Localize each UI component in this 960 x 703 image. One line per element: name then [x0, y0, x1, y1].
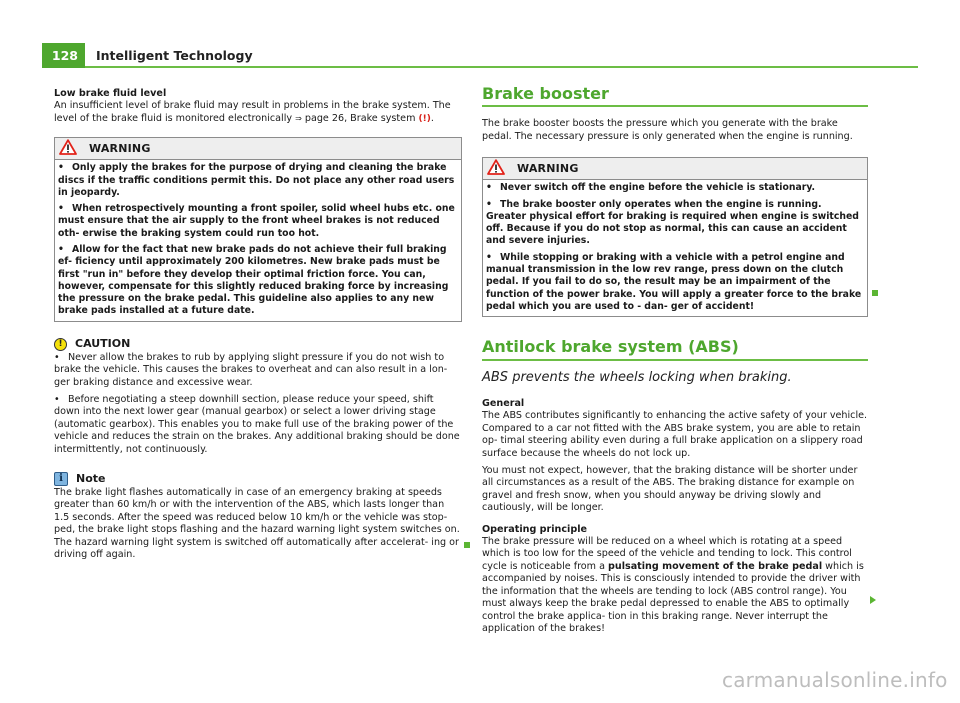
caution-header — [54, 338, 462, 351]
operating-heading: Operating principle — [482, 523, 588, 535]
page-number: 128 — [42, 43, 85, 68]
note-header — [54, 472, 462, 486]
low-fluid-text: An insufficient level of brake fluid may result in problems in the brake system. The level of the brake fluid is monitored electronically ⇒ page 26, Brake system (!). — [54, 100, 451, 124]
operating-paragraph: The brake pressure will be reduced on a wheel which is rotating at a speed which is too low for the speed of the vehicle and tending to lock. This control cycle is noticeable from a pulsating movement of the brake pedal which is accompanied by noises. This is consciously intended to provide the driver with the information that the wheels are tending to lock (ABS control range). You must always keep the brake pedal depressed to enable the ABS to optimally control the brake applica- tion in this braking range. Never interrupt the application of the brakes! — [482, 536, 864, 634]
page-ref-link[interactable]: page 26, Brake system — [301, 112, 419, 124]
info-icon: i — [54, 472, 68, 486]
note-label: Note — [76, 471, 106, 485]
watermark: carmanualsonline.info — [722, 668, 948, 692]
caution-item: • Before negotiating a steep downhill section, please reduce your speed, shift down into the next lower gear (manual gearbox) or select a lower driving stage (automatic gearbox). This enables you to make full use of the braking power of the vehicle and reduces the strain on the brakes. Any additional braking should be done intermittently, not continuously. — [54, 394, 462, 456]
brake-booster-title: Brake booster — [482, 88, 868, 107]
warning-item: • Never switch off the engine before the vehicle is stationary. — [486, 182, 864, 194]
booster-warning-box — [482, 157, 868, 317]
emphasis-text: pulsating movement of the brake pedal — [608, 560, 823, 572]
caution-item: • Never allow the brakes to rub by applying slight pressure if you do not wish to brake the vehicle. This causes the brakes to overheat and can also result in a lon- ger braking distance and excessive wear. — [54, 352, 462, 389]
warning-item: • While stopping or braking with a vehicle with a petrol engine and manual transmission in the low rev range, press down on the clutch pedal. If you fail to do so, the result may be an impairment of the function of the power brake. You will apply a greater force to the brake pedal which you are used to - dan- ger of accident! — [486, 252, 864, 313]
warning-body — [483, 180, 867, 316]
general-paragraph-1: The ABS contributes significantly to enhancing the active safety of your vehicle. Compared to a car not fitted with the ABS brake system, you are able to retain op- timal steering ability even during a full brake application on a slippery road surface because the wheels do not lock up. — [482, 410, 868, 459]
warning-label: WARNING — [517, 161, 579, 175]
abs-title: Antilock brake system (ABS) — [482, 341, 868, 360]
warning-header — [55, 138, 461, 160]
warning-item: • Allow for the fact that new brake pads do not achieve their full braking ef- ficiency until approximately 200 kilometres. New brake pads must be first "run in" before they develop their optimal friction force. You can, however, compensate for this slightly reduced braking force by increasing the pressure on the brake pedal. This guideline also applies to any new brake pads installed at a future date. — [58, 244, 458, 318]
warning-item: • The brake booster only operates when the engine is running. Greater physical effort for braking is required when engine is switched off. Because if you do not stop as normal, this can cause an accident and severe injuries. — [486, 199, 864, 248]
warning-box — [54, 137, 462, 322]
brake-booster-text: The brake booster boosts the pressure which you generate with the brake pedal. The necessary pressure is only generated when the engine is running. — [482, 118, 853, 142]
warning-header — [483, 158, 867, 180]
low-fluid-heading: Low brake fluid level — [54, 88, 167, 99]
end-of-section-icon — [872, 290, 878, 296]
warning-item: • Only apply the brakes for the purpose of drying and cleaning the brake discs if the traffic conditions permit this. Do not place any other road users in jeopardy. — [58, 162, 458, 199]
note-text: The brake light flashes automatically in case of an emergency braking at speeds greater than 60 km/h or with the intervention of the ABS, which lasts longer than 1.5 seconds. After the speed was reduced below 10 km/h or the vehicle was stop- ped, the brake light stops flashing and the hazard warning light system switches on. The hazard warning light system is switched off automatically after accelerat- ing or driving off again. — [54, 487, 460, 561]
warning-triangle-icon — [487, 159, 505, 179]
continued-arrow-icon — [870, 596, 876, 604]
page-header — [42, 43, 918, 68]
end-of-section-icon — [464, 542, 470, 548]
ref-arrow-icon: ⇒ — [295, 113, 302, 123]
general-paragraph-2: You must not expect, however, that the braking distance will be shorter under all circumstances as a result of the ABS. The braking distance for example on gravel and fresh snow, when you should anyway be driving slowly and cautiously, will be longer. — [482, 465, 858, 514]
caution-exclamation-icon: ! — [54, 338, 67, 351]
abs-subtitle: ABS prevents the wheels locking when braking. — [482, 369, 792, 385]
warning-body — [55, 160, 461, 321]
left-column — [54, 88, 462, 566]
right-column — [482, 84, 868, 640]
warning-triangle-icon — [59, 139, 77, 159]
chapter-title: Intelligent Technology — [96, 48, 253, 63]
brake-warning-light-icon: (!) — [418, 113, 431, 124]
caution-label: CAUTION — [75, 337, 131, 351]
warning-label: WARNING — [89, 141, 151, 155]
general-heading: General — [482, 398, 525, 409]
warning-item: • When retrospectively mounting a front spoiler, solid wheel hubs etc. one must ensure that the air supply to the front wheel brakes is not reduced oth- erwise the braking system could run too hot. — [58, 203, 458, 240]
